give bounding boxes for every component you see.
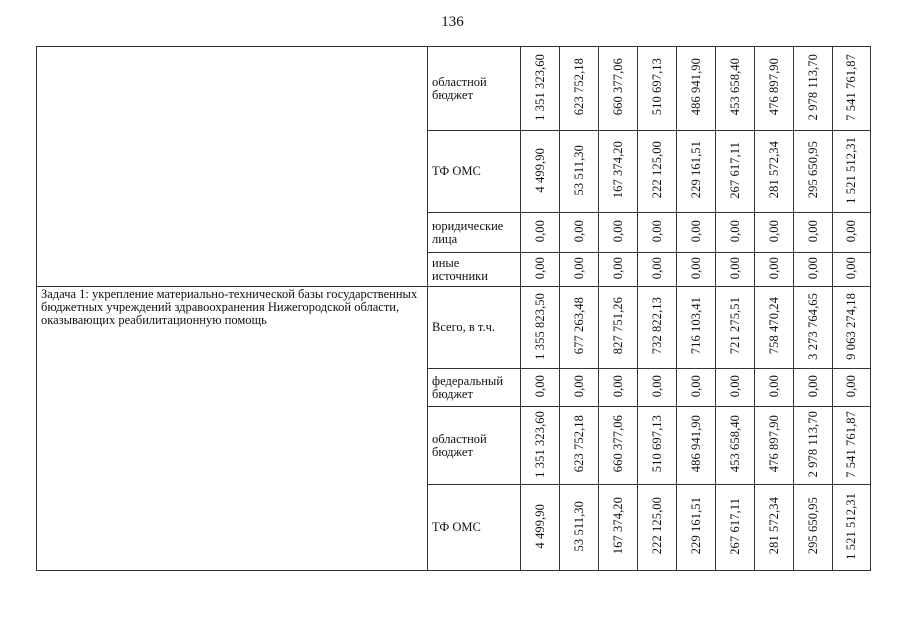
- value-cell: [638, 407, 677, 485]
- value-text: 486 941,90: [688, 58, 703, 116]
- value-cell: [638, 47, 677, 131]
- value-cell: [755, 407, 794, 485]
- empty-task-cell: [37, 47, 428, 287]
- funding-source: федеральный бюджет: [428, 369, 521, 407]
- value-text: 660 377,06: [610, 58, 625, 116]
- value-cell: [716, 485, 755, 571]
- table-row: [37, 47, 871, 131]
- value-text: 295 650,95: [805, 497, 820, 555]
- value-text: 1 351 323,60: [532, 410, 547, 478]
- value-text: 486 941,90: [688, 415, 703, 473]
- value-text: 721 275,51: [727, 297, 742, 355]
- value-text: 53 511,30: [571, 500, 586, 552]
- value-cell: [521, 213, 560, 253]
- value-text: 0,00: [805, 374, 820, 398]
- value-text: 0,00: [766, 374, 781, 398]
- value-cell: [794, 287, 833, 369]
- value-text: 7 541 761,87: [844, 410, 858, 478]
- value-cell: [638, 369, 677, 407]
- value-cell: [677, 213, 716, 253]
- value-text: 281 572,34: [766, 141, 781, 199]
- value-text: 660 377,06: [610, 415, 625, 473]
- value-cell: [677, 131, 716, 213]
- value-cell: [833, 287, 871, 369]
- value-text: 0,00: [532, 219, 547, 243]
- value-cell: [794, 213, 833, 253]
- budget-table: [36, 46, 871, 571]
- funding-source: юридические лица: [428, 213, 521, 253]
- value-cell: [638, 253, 677, 287]
- value-cell: [833, 485, 871, 571]
- value-cell: [599, 369, 638, 407]
- value-text: 281 572,34: [766, 497, 781, 555]
- value-cell: [716, 253, 755, 287]
- value-cell: [599, 47, 638, 131]
- value-text: 0,00: [610, 219, 625, 243]
- value-cell: [599, 485, 638, 571]
- value-text: 827 751,26: [610, 297, 625, 355]
- funding-source: ТФ ОМС: [428, 131, 521, 213]
- value-cell: [521, 407, 560, 485]
- value-cell: [521, 47, 560, 131]
- value-text: 677 263,48: [571, 297, 586, 355]
- value-text: 0,00: [610, 374, 625, 398]
- value-cell: [521, 131, 560, 213]
- value-text: 0,00: [805, 219, 820, 243]
- value-text: 0,00: [688, 374, 703, 398]
- value-text: 0,00: [610, 256, 625, 280]
- value-cell: [560, 287, 599, 369]
- value-text: 0,00: [649, 256, 664, 280]
- value-text: 2 978 113,70: [805, 53, 820, 121]
- value-cell: [833, 213, 871, 253]
- value-text: 1 351 323,60: [532, 53, 547, 121]
- value-text: 0,00: [844, 374, 858, 398]
- value-text: 267 617,11: [727, 497, 742, 555]
- value-text: 623 752,18: [571, 58, 586, 116]
- value-text: 0,00: [649, 374, 664, 398]
- value-text: 167 374,20: [610, 497, 625, 555]
- value-cell: [833, 253, 871, 287]
- funding-source: Всего, в т.ч.: [428, 287, 521, 369]
- value-text: 0,00: [727, 219, 742, 243]
- value-cell: [599, 253, 638, 287]
- value-cell: [755, 287, 794, 369]
- value-cell: [833, 407, 871, 485]
- value-cell: [755, 369, 794, 407]
- value-cell: [794, 47, 833, 131]
- value-cell: [794, 485, 833, 571]
- value-text: 476 897,90: [766, 415, 781, 473]
- value-cell: [599, 287, 638, 369]
- value-text: 0,00: [571, 219, 586, 243]
- value-cell: [677, 369, 716, 407]
- page-number: 136: [441, 14, 464, 30]
- value-text: 2 978 113,70: [805, 410, 820, 478]
- value-cell: [755, 253, 794, 287]
- value-text: 222 125,00: [649, 141, 664, 199]
- value-text: 623 752,18: [571, 415, 586, 473]
- value-text: 229 161,51: [688, 141, 703, 199]
- value-cell: [521, 369, 560, 407]
- value-text: 3 273 764,65: [805, 292, 820, 360]
- value-cell: [560, 253, 599, 287]
- value-cell: [677, 47, 716, 131]
- value-cell: [521, 287, 560, 369]
- value-text: 0,00: [766, 256, 781, 280]
- value-text: 0,00: [688, 256, 703, 280]
- table-row: [37, 287, 871, 369]
- task-label: Задача 1: укрепление материально-технической базы государственных бюджетных учреждений здравоохранения Нижегородской области, оказывающих реабилитационную помощь: [37, 287, 428, 571]
- value-cell: [833, 369, 871, 407]
- value-text: 0,00: [688, 219, 703, 243]
- value-text: 0,00: [532, 374, 547, 398]
- value-cell: [599, 407, 638, 485]
- value-text: 1 521 512,31: [844, 492, 858, 560]
- value-cell: [794, 131, 833, 213]
- value-text: 0,00: [844, 256, 858, 280]
- value-text: 0,00: [649, 219, 664, 243]
- value-cell: [638, 287, 677, 369]
- value-cell: [560, 131, 599, 213]
- value-text: 758 470,24: [766, 297, 781, 355]
- value-cell: [560, 369, 599, 407]
- value-cell: [560, 47, 599, 131]
- value-text: 510 697,13: [649, 415, 664, 473]
- value-cell: [794, 407, 833, 485]
- value-cell: [755, 47, 794, 131]
- value-text: 0,00: [571, 256, 586, 280]
- value-cell: [599, 131, 638, 213]
- value-text: 510 697,13: [649, 58, 664, 116]
- value-text: 0,00: [727, 374, 742, 398]
- value-cell: [638, 485, 677, 571]
- value-cell: [755, 485, 794, 571]
- value-text: 4 499,90: [532, 503, 547, 549]
- value-text: 453 658,40: [727, 415, 742, 473]
- value-cell: [833, 131, 871, 213]
- value-cell: [560, 485, 599, 571]
- value-cell: [755, 213, 794, 253]
- funding-source: ТФ ОМС: [428, 485, 521, 571]
- value-text: 167 374,20: [610, 141, 625, 199]
- value-text: 9 063 274,18: [844, 292, 858, 360]
- value-text: 0,00: [532, 256, 547, 280]
- value-cell: [677, 485, 716, 571]
- value-cell: [521, 485, 560, 571]
- value-text: 716 103,41: [688, 297, 703, 355]
- value-text: 4 499,90: [532, 147, 547, 193]
- value-text: 1 521 512,31: [844, 136, 858, 204]
- value-text: 1 355 823,50: [532, 292, 547, 360]
- value-text: 453 658,40: [727, 58, 742, 116]
- value-text: 0,00: [805, 256, 820, 280]
- value-text: 229 161,51: [688, 497, 703, 555]
- value-text: 295 650,95: [805, 141, 820, 199]
- value-text: 53 511,30: [571, 144, 586, 196]
- value-cell: [716, 369, 755, 407]
- value-cell: [755, 131, 794, 213]
- value-text: 0,00: [844, 219, 858, 243]
- value-cell: [716, 213, 755, 253]
- value-cell: [599, 213, 638, 253]
- value-cell: [716, 287, 755, 369]
- value-cell: [521, 253, 560, 287]
- value-cell: [677, 253, 716, 287]
- value-text: 0,00: [727, 256, 742, 280]
- value-text: 476 897,90: [766, 58, 781, 116]
- value-cell: [560, 407, 599, 485]
- funding-source: областной бюджет: [428, 47, 521, 131]
- value-cell: [794, 253, 833, 287]
- value-text: 0,00: [766, 219, 781, 243]
- value-cell: [677, 287, 716, 369]
- value-cell: [794, 369, 833, 407]
- value-cell: [716, 131, 755, 213]
- value-cell: [716, 47, 755, 131]
- value-cell: [560, 213, 599, 253]
- funding-source: областной бюджет: [428, 407, 521, 485]
- value-text: 267 617,11: [727, 141, 742, 199]
- value-text: 222 125,00: [649, 497, 664, 555]
- value-text: 732 822,13: [649, 297, 664, 355]
- value-cell: [716, 407, 755, 485]
- value-cell: [638, 131, 677, 213]
- value-cell: [677, 407, 716, 485]
- value-text: 7 541 761,87: [844, 53, 858, 121]
- value-cell: [638, 213, 677, 253]
- value-cell: [833, 47, 871, 131]
- value-text: 0,00: [571, 374, 586, 398]
- funding-source: иные источники: [428, 253, 521, 287]
